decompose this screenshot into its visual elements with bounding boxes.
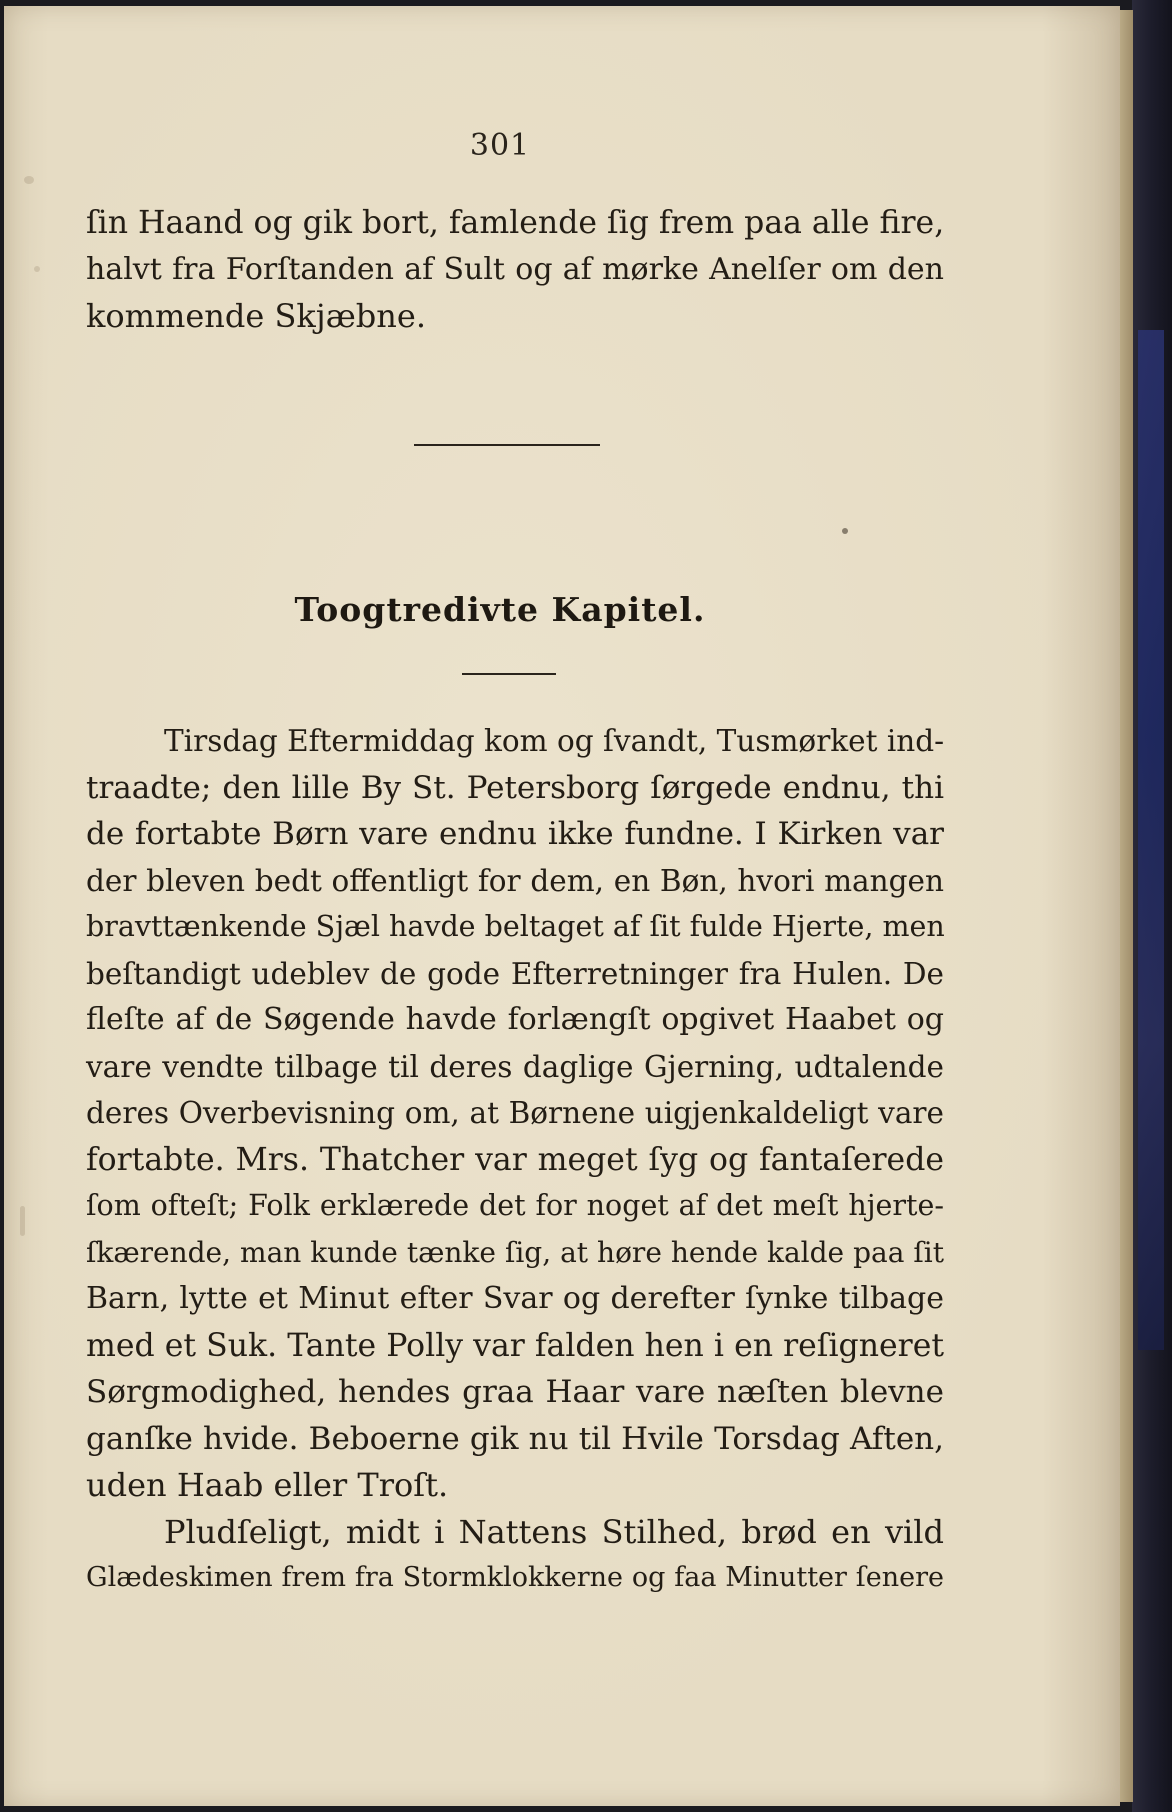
paper-stain	[842, 528, 848, 534]
cover-cloth-strip	[1138, 330, 1164, 1350]
chapter-underline	[462, 673, 556, 675]
text-line: fleſte af de Søgende havde forlængſt opgivet Haabet og	[86, 1002, 944, 1037]
text-line: fortabte. Mrs. Thatcher var meget ſyg og fantaſerede	[86, 1141, 944, 1178]
text-line: halvt fra Forſtanden af Sult og af mørke Anelſer om den	[86, 251, 944, 287]
text-line: ſin Haand og gik bort, famlende ſig frem paa alle fire,	[86, 205, 945, 241]
text-line: uden Haab eller Troſt.	[86, 1466, 449, 1504]
text-line: traadte; den lille By St. Petersborg ſørgede endnu, thi	[86, 769, 944, 806]
text-line: Glædeskimen frem fra Stormklokkerne og faa Minutter ſenere	[86, 1562, 944, 1593]
text-line: ganſke hvide. Beboerne gik nu til Hvile Torsdag Aften,	[86, 1420, 944, 1457]
text-line: deres Overbevisning om, at Børnene uigjenkaldeligt vare	[86, 1096, 944, 1130]
text-line: med et Suk. Tante Polly var falden hen i en reſigneret	[86, 1327, 944, 1364]
text-line: ſom ofteſt; Folk erklærede det for noget af det meſt hjerte-	[86, 1189, 944, 1222]
page-number: 301	[469, 128, 531, 163]
top-paragraph	[86, 200, 944, 340]
text-line: beſtandigt udeblev de gode Efterretninger fra Hulen. De	[86, 956, 944, 991]
paper-stain	[24, 176, 34, 184]
section-divider	[414, 444, 600, 446]
text-line: Sørgmodighed, hendes graa Haar vare næſten blevne	[86, 1374, 944, 1410]
text-line: der bleven bedt offentligt for dem, en Bøn, hvori mangen	[86, 863, 944, 898]
paragraph-1	[86, 718, 944, 1602]
text-line: Tirsdag Eftermiddag kom og ſvandt, Tusmørket ind-	[164, 724, 945, 758]
text-line: ſkærende, man kunde tænke ſig, at høre hende kalde paa ſit	[86, 1235, 944, 1269]
text-line: bravttænkende Sjæl havde beltaget af ſit fulde Hjerte, men	[86, 910, 945, 943]
paper-stain	[34, 266, 40, 272]
chapter-title: Toogtredivte Kapitel.	[294, 590, 706, 629]
text-line: de fortabte Børn vare endnu ikke fundne. I Kirken var	[86, 816, 944, 852]
text-line: Barn, lytte et Minut efter Svar og derefter ſynke tilbage	[86, 1281, 944, 1316]
text-line: kommende Skjæbne.	[86, 297, 426, 335]
text-line: Pludſeligt, midt i Nattens Stilhed, brød en vild	[164, 1512, 944, 1551]
paper-stain	[20, 1206, 25, 1236]
text-line: vare vendte tilbage til deres daglige Gjerning, udtalende	[86, 1049, 944, 1084]
